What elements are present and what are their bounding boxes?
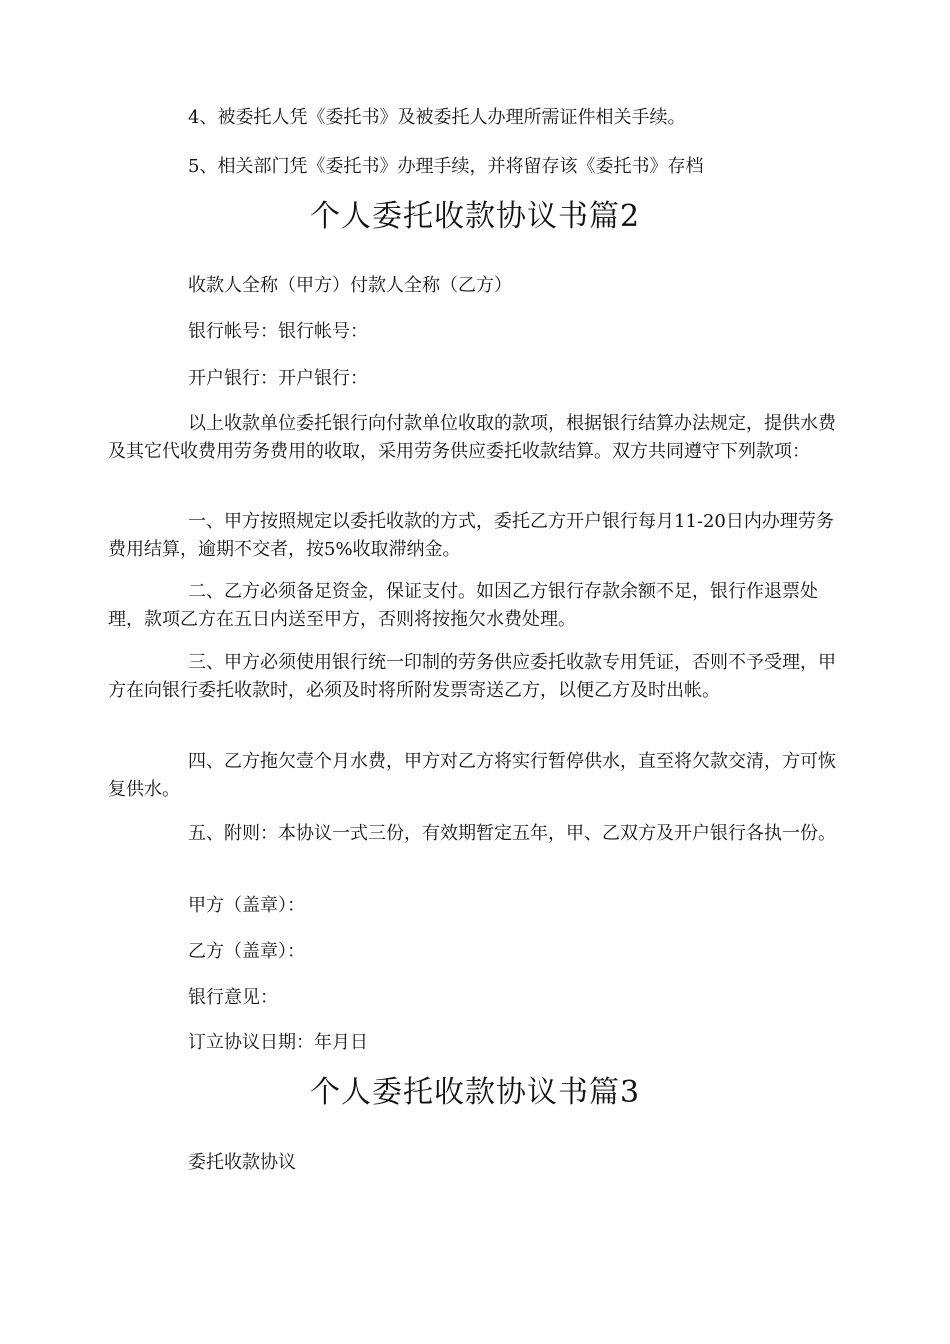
clause-1: 一、甲方按照规定以委托收款的方式，委托乙方开户银行每月11-20日内办理劳务费用结算，逾期不交者，按5%收取滞纳金。 [108,511,834,560]
party-a-seal: 甲方（盖章）： [188,895,305,916]
clause-2: 二、乙方必须备足资金，保证支付。如因乙方银行存款余额不足，银行作退票处理，款项乙方在五日内送至甲方，否则将按拖欠水费处理。 [108,581,818,630]
bank-opinion: 银行意见： [188,987,278,1008]
clause-3: 三、甲方必须使用银行统一印制的劳务供应委托收款专用凭证，否则不予受理，甲方在向银行委托收款时，必须及时将所附发票寄送乙方，以便乙方及时出帐。 [108,652,836,701]
clause-4: 四、乙方拖欠壹个月水费，甲方对乙方将实行暂停供水，直至将欠款交清，方可恢复供水。 [108,751,836,800]
clause-5: 五、附则：本协议一式三份，有效期暂定五年，甲、乙双方及开户银行各执一份。 [188,823,836,844]
item-4: 4、被委托人凭《委托书》及被委托人办理所需证件相关手续。 [188,107,686,128]
item-5: 5、相关部门凭《委托书》办理手续，并将留存该《委托书》存档 [188,156,704,177]
section-3-first-line: 委托收款协议 [188,1152,296,1173]
opening-bank-line: 开户银行：开户银行： [188,368,368,389]
agreement-date: 订立协议日期：年月日 [188,1032,368,1053]
section-3-title: 个人委托收款协议书篇3 [309,1075,641,1110]
intro-paragraph: 以上收款单位委托银行向付款单位收取的款项，根据银行结算办法规定，提供水费及其它代收费用劳务费用的收取，采用劳务供应委托收款结算。双方共同遵守下列款项： [108,413,836,462]
bank-account-line: 银行帐号：银行帐号： [188,321,368,342]
section-2-title: 个人委托收款协议书篇2 [309,199,641,234]
party-b-seal: 乙方（盖章）： [188,941,305,962]
payee-payer-names: 收款人全称（甲方）付款人全称（乙方） [188,275,512,296]
